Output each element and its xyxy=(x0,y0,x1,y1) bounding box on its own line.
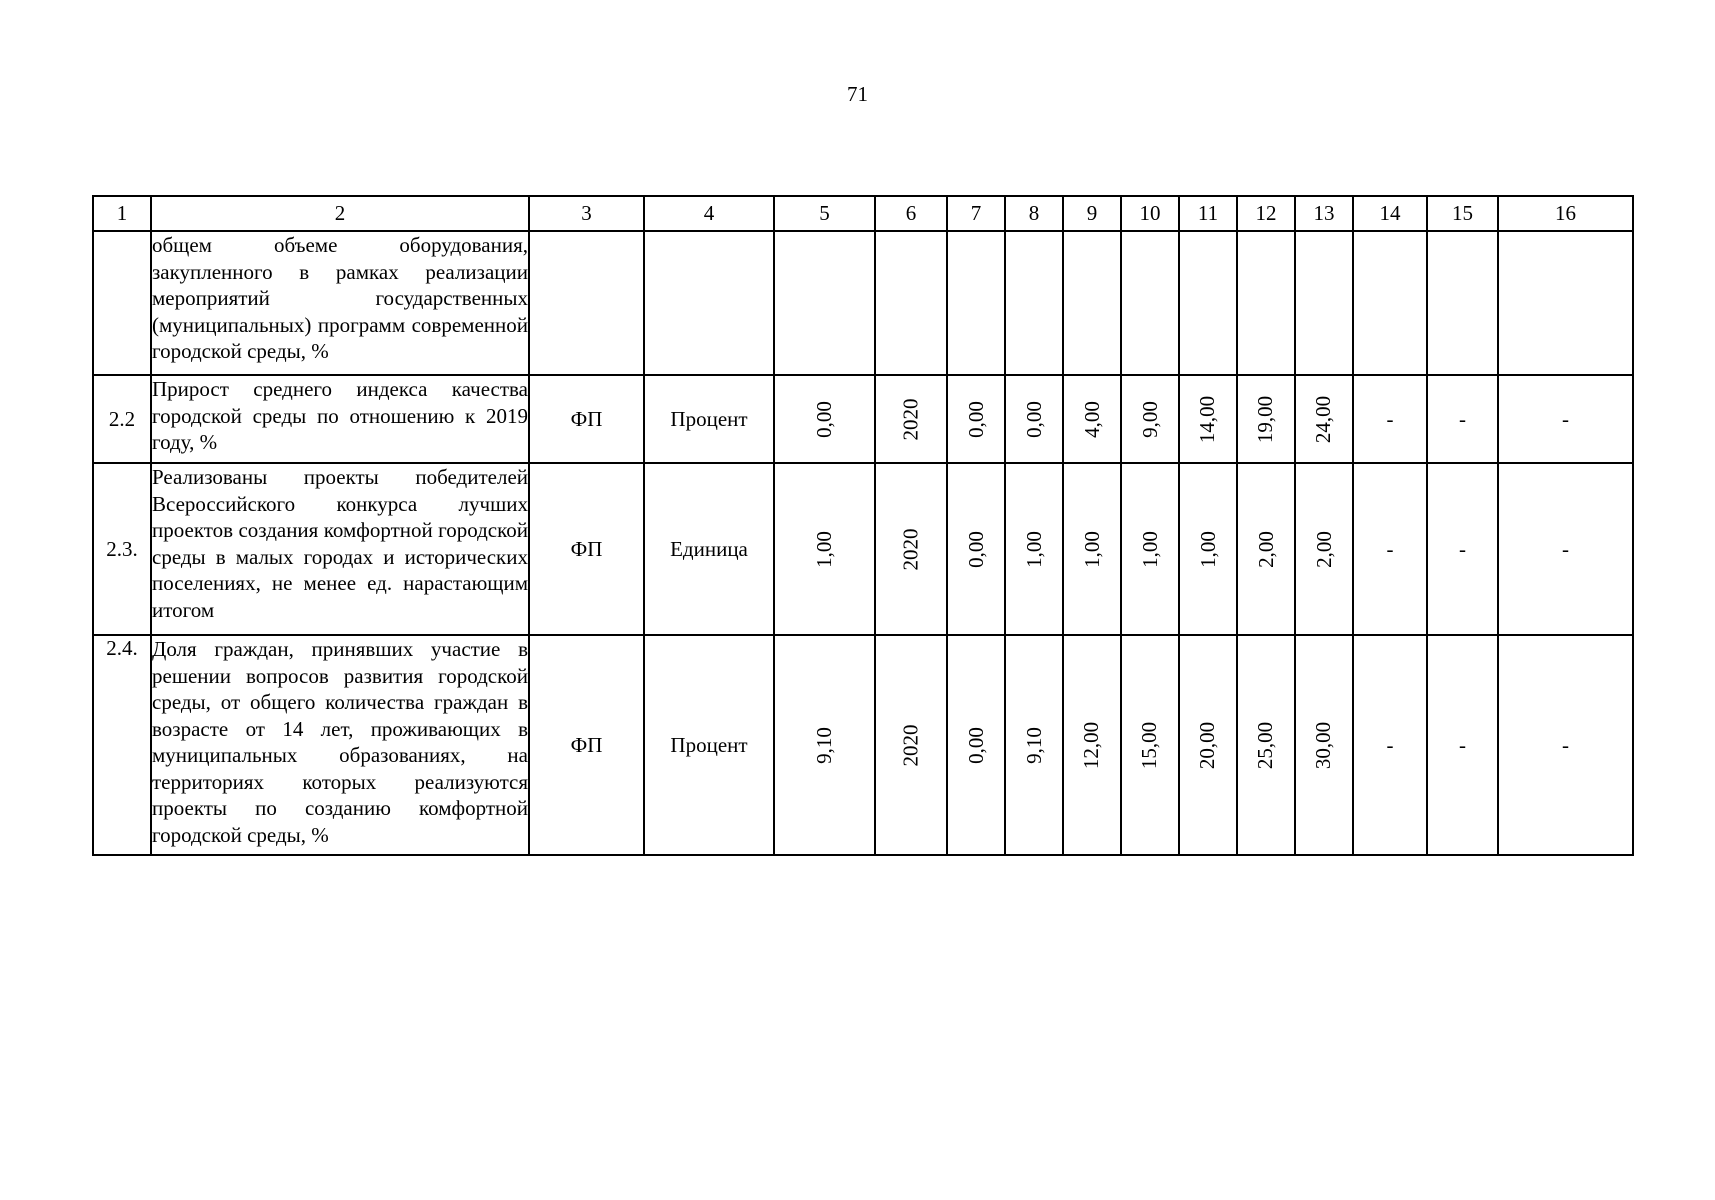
base-value: 0,00 xyxy=(812,400,836,438)
base-year: 2020 xyxy=(898,724,923,766)
base-year-cell xyxy=(875,375,947,463)
value: 1,00 xyxy=(1021,530,1046,568)
column-header: 10 xyxy=(1121,196,1179,231)
indicator-type: ФП xyxy=(529,463,644,635)
value: 25,00 xyxy=(1253,721,1278,769)
column-header: 3 xyxy=(529,196,644,231)
value: - xyxy=(1386,536,1394,561)
value-cell xyxy=(1179,463,1237,635)
base-year-cell xyxy=(875,231,947,375)
value-cell xyxy=(1121,463,1179,635)
indicator-type: ФП xyxy=(529,375,644,463)
value: 0,00 xyxy=(963,530,988,568)
column-header: 12 xyxy=(1237,196,1295,231)
value: - xyxy=(1386,732,1394,757)
base-year: 2020 xyxy=(898,398,923,440)
value: 1,00 xyxy=(1137,530,1162,568)
indicator-unit: Процент xyxy=(644,635,774,855)
value: 0,00 xyxy=(1021,400,1046,438)
value: - xyxy=(1562,732,1569,757)
column-header: 1 xyxy=(93,196,151,231)
value-cell xyxy=(1005,375,1063,463)
value: - xyxy=(1459,732,1466,757)
value-cell xyxy=(1498,375,1633,463)
value: 15,00 xyxy=(1137,721,1162,769)
value-cell xyxy=(947,635,1005,855)
base-value-cell xyxy=(774,463,875,635)
value-cell xyxy=(1005,231,1063,375)
column-header: 4 xyxy=(644,196,774,231)
value-cell xyxy=(1237,231,1295,375)
value-cell xyxy=(1063,463,1121,635)
value: - xyxy=(1562,536,1569,561)
value-cell xyxy=(1005,463,1063,635)
value-cell xyxy=(1353,635,1427,855)
value-cell xyxy=(1353,231,1427,375)
table-row xyxy=(93,231,1633,375)
value-cell xyxy=(1295,635,1353,855)
value: 14,00 xyxy=(1195,395,1220,443)
row-number: 2.2 xyxy=(93,375,151,463)
base-year: 2020 xyxy=(898,528,923,570)
value-cell xyxy=(1237,375,1295,463)
value-cell xyxy=(947,463,1005,635)
indicator-name: Доля граждан, принявших участие в решении вопросов развития городской среды, от общего количества граждан в возрасте от 14 лет, проживающих в муниципальных образованиях, на территориях которых реализуются проекты по созданию комфортной городской среды, % xyxy=(151,635,529,855)
indicator-name: Реализованы проекты победителей Всероссийского конкурса лучших проектов создания комфортной городской среды в малых городах и исторических поселениях, не менее ед. нарастающим итогом xyxy=(151,463,529,635)
value: 24,00 xyxy=(1311,395,1336,443)
value-cell xyxy=(1295,463,1353,635)
value-cell xyxy=(1005,635,1063,855)
base-value-cell xyxy=(774,375,875,463)
column-header: 9 xyxy=(1063,196,1121,231)
value-cell xyxy=(1063,635,1121,855)
base-value-cell xyxy=(774,231,875,375)
value-cell xyxy=(1121,375,1179,463)
indicator-type: ФП xyxy=(529,635,644,855)
column-header: 13 xyxy=(1295,196,1353,231)
value-cell xyxy=(1498,463,1633,635)
indicator-name: Прирост среднего индекса качества городской среды по отношению к 2019 году, % xyxy=(151,375,529,463)
column-header: 2 xyxy=(151,196,529,231)
value: 30,00 xyxy=(1311,721,1336,769)
value: 19,00 xyxy=(1253,395,1278,443)
column-header: 15 xyxy=(1427,196,1498,231)
value-cell xyxy=(1179,375,1237,463)
value-cell xyxy=(1063,375,1121,463)
value: 9,00 xyxy=(1137,400,1162,438)
value-cell xyxy=(1427,231,1498,375)
value-cell xyxy=(1121,231,1179,375)
table-row xyxy=(93,375,1633,463)
value-cell xyxy=(1063,231,1121,375)
value: 20,00 xyxy=(1195,721,1220,769)
value-cell xyxy=(1498,231,1633,375)
base-year-cell xyxy=(875,635,947,855)
column-header: 7 xyxy=(947,196,1005,231)
indicator-type xyxy=(529,231,644,375)
column-header: 14 xyxy=(1353,196,1427,231)
indicator-unit xyxy=(644,231,774,375)
value: - xyxy=(1459,536,1466,561)
value-cell xyxy=(1237,463,1295,635)
indicator-name: общем объеме оборудования, закупленного в рамках реализации мероприятий государственных (муниципальных) программ современной городской среды, % xyxy=(151,231,529,375)
value: 1,00 xyxy=(1079,530,1104,568)
base-value-cell xyxy=(774,635,875,855)
value-cell xyxy=(1295,231,1353,375)
value-cell xyxy=(1179,635,1237,855)
base-year-cell xyxy=(875,463,947,635)
value: 12,00 xyxy=(1079,721,1104,769)
value-cell xyxy=(947,231,1005,375)
value: 0,00 xyxy=(963,726,988,764)
table-row xyxy=(93,463,1633,635)
base-value: 9,10 xyxy=(812,726,836,764)
indicator-unit: Процент xyxy=(644,375,774,463)
column-header: 6 xyxy=(875,196,947,231)
value-cell xyxy=(1295,375,1353,463)
row-number: 2.3. xyxy=(93,463,151,635)
value-cell xyxy=(947,375,1005,463)
value: 2,00 xyxy=(1253,530,1278,568)
row-number xyxy=(93,231,151,375)
value: 2,00 xyxy=(1311,530,1336,568)
value: 4,00 xyxy=(1079,400,1104,438)
page-number: 71 xyxy=(847,82,868,106)
column-header: 11 xyxy=(1179,196,1237,231)
value: - xyxy=(1386,406,1394,431)
row-number: 2.4. xyxy=(93,635,151,855)
value-cell xyxy=(1353,375,1427,463)
indicator-unit: Единица xyxy=(644,463,774,635)
value: - xyxy=(1459,406,1466,431)
column-header: 8 xyxy=(1005,196,1063,231)
header-row xyxy=(93,196,1633,231)
value-cell xyxy=(1179,231,1237,375)
indicators-table xyxy=(92,195,1634,856)
table-row xyxy=(93,635,1633,855)
column-header: 5 xyxy=(774,196,875,231)
value: 9,10 xyxy=(1021,726,1046,764)
value-cell xyxy=(1427,463,1498,635)
value: 1,00 xyxy=(1195,530,1220,568)
value-cell xyxy=(1121,635,1179,855)
value-cell xyxy=(1237,635,1295,855)
value-cell xyxy=(1498,635,1633,855)
value-cell xyxy=(1427,375,1498,463)
column-header: 16 xyxy=(1498,196,1633,231)
base-value: 1,00 xyxy=(812,530,836,568)
value: - xyxy=(1562,406,1569,431)
value-cell xyxy=(1353,463,1427,635)
value-cell xyxy=(1427,635,1498,855)
value: 0,00 xyxy=(963,400,988,438)
